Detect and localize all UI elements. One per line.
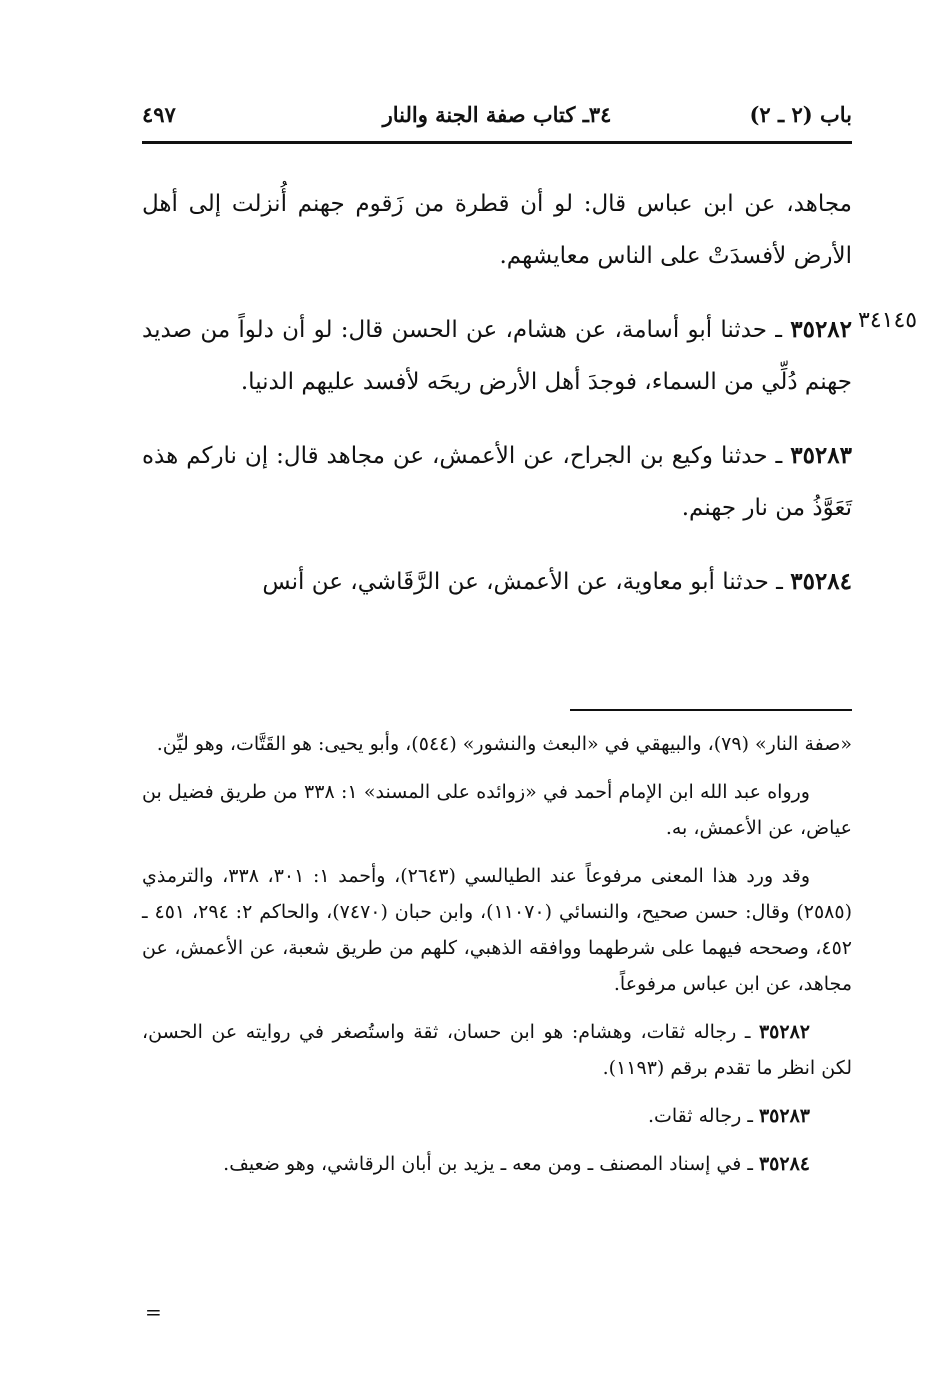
hadith-paragraph	[142, 304, 852, 408]
header-rule	[142, 141, 852, 144]
footnote-text: ـ رجاله ثقات، وهشام: هو ابن حسان، ثقة واستُصغر في روايته عن الحسن، لكن انظر ما تقدم برقم (١١٩٣).	[142, 1021, 852, 1079]
footnote-number: ٣٥٢٨٤	[758, 1153, 810, 1175]
hadith-text: ـ حدثنا وكيع بن الجراح، عن الأعمش، عن مجاهد قال: إن ناركم هذه تَعَوَّذُ من نار جهنم.	[142, 443, 852, 521]
footnote-number: ٣٥٢٨٢	[758, 1021, 810, 1043]
page-header	[142, 98, 852, 134]
hadith-paragraph	[142, 556, 852, 608]
hadith-text: ـ حدثنا أبو معاوية، عن الأعمش، عن الرَّقَاشي، عن أنس	[262, 569, 783, 595]
page-number: ٤٩٧	[142, 102, 176, 127]
main-text	[142, 178, 852, 630]
footnote	[142, 1146, 852, 1182]
hadith-number: ٣٥٢٨٢	[790, 316, 853, 343]
book-title: ٣٤ـ كتاب صفة الجنة والنار	[382, 102, 612, 127]
hadith-number: ٣٥٢٨٣	[790, 442, 852, 469]
footnote	[142, 1098, 852, 1134]
footnote	[142, 774, 852, 846]
footnote-number: ٣٥٢٨٣	[758, 1105, 810, 1127]
footnote	[142, 858, 852, 1002]
footnote-text: وقد ورد هذا المعنى مرفوعاً عند الطيالسي (٢٦٤٣)، وأحمد ١: ٣٠١، ٣٣٨، والترمذي (٢٥٨٥) وقال: حسن صحيح، والنسائي (١١٠٧٠)، وابن حبان (٧٤٧٠)، والحاكم ٢: ٢٩٤، ٤٥١ ـ ٤٥٢، وصححه فيهما على شرطهما ووافقه الذهبي، كلهم من طريق شعبة، عن الأعمش، عن مجاهد، عن ابن عباس مرفوعاً.	[142, 865, 852, 995]
continuation-mark: =	[145, 1300, 162, 1324]
chapter-label: باب (٢ ـ ٢)	[749, 102, 852, 127]
hadith-number: ٣٥٢٨٤	[790, 568, 852, 595]
footnotes	[142, 726, 852, 1194]
footnote-text: ـ رجاله ثقات.	[647, 1105, 753, 1127]
footnote-text: «صفة النار» (٧٩)، والبيهقي في «البعث والنشور» (٥٤٤)، وأبو يحيى: هو القَتَّات، وهو ليِّن.	[156, 733, 852, 755]
footnote-rule	[570, 709, 852, 711]
hadith-text: ـ حدثنا أبو أسامة، عن هشام، عن الحسن قال: لو أن دلواً من صديد جهنم دُلِّي من السماء، فوجدَ أهل الأرض ريحَه لأفسد عليهم الدنيا.	[142, 317, 852, 395]
footnote	[142, 1014, 852, 1086]
hadith-paragraph	[142, 430, 852, 534]
paragraph-text: مجاهد، عن ابن عباس قال: لو أن قطرة من زَقوم جهنم أُنزلت إلى أهل الأرض لأفسدَتْ على الناس معايشهم.	[142, 191, 852, 269]
footnote-text: ـ في إسناد المصنف ـ ومن معه ـ يزيد بن أبان الرقاشي، وهو ضعيف.	[223, 1153, 753, 1175]
main-paragraph	[142, 178, 852, 282]
margin-hadith-number: ٣٤١٤٥	[858, 308, 918, 333]
footnote-text: ورواه عبد الله ابن الإمام أحمد في «زوائده على المسند» ١: ٣٣٨ من طريق فضيل بن عياض، عن الأعمش، به.	[142, 781, 852, 839]
footnote	[142, 726, 852, 762]
